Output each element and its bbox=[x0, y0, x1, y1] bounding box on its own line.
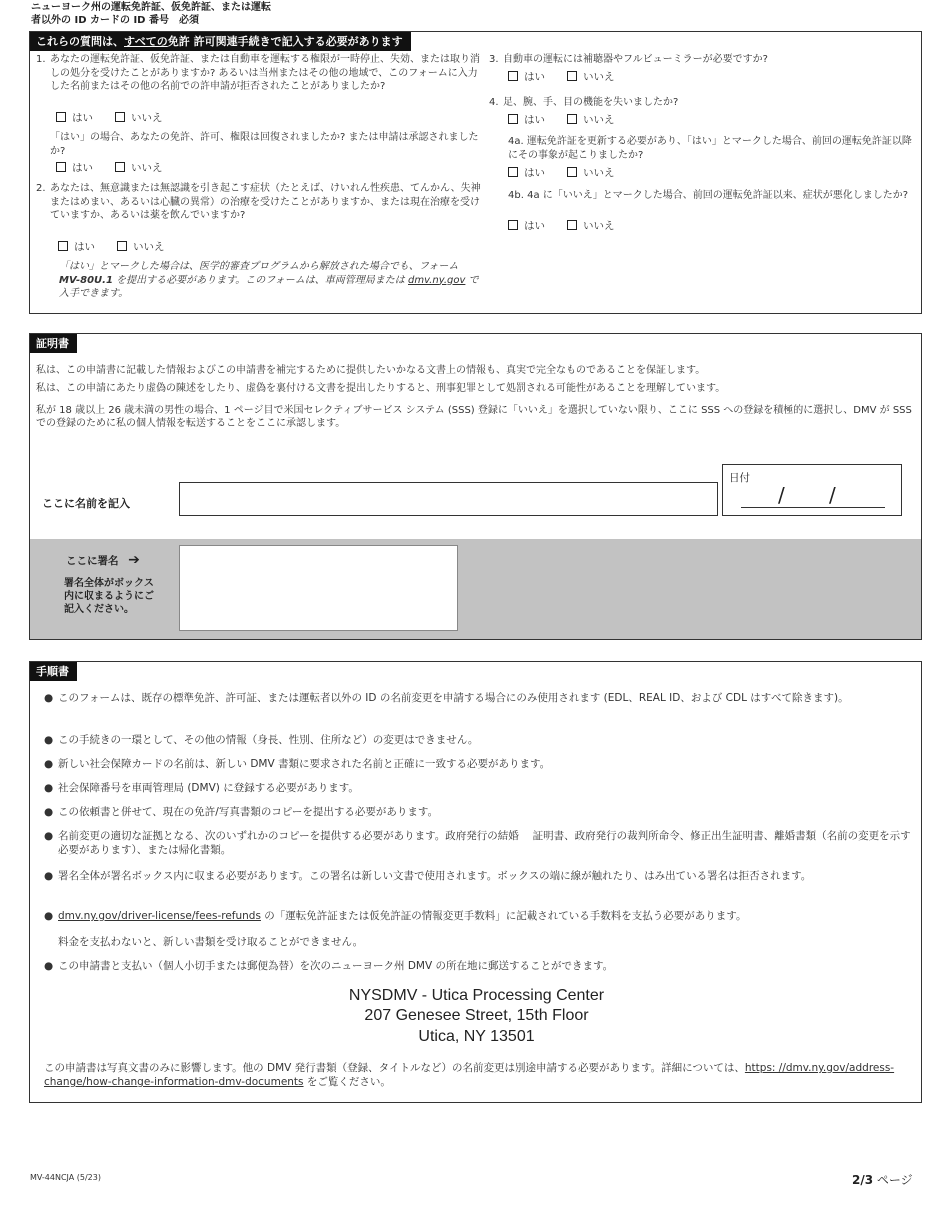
form-id: MV-44NCJA (5/23) bbox=[30, 1173, 101, 1182]
q4a-yes-checkbox[interactable] bbox=[508, 167, 518, 177]
q1b-yes-option[interactable]: はい bbox=[56, 162, 93, 174]
instruction-item: ● 署名全体が署名ボックス内に収まる必要があります。この署名は新しい文書で使用されます。ボックスの端に線が触れたり、はみ出ている署名は拒否されます。 bbox=[44, 869, 914, 883]
instruction-item: ● 名前変更の適切な証拠となる、次のいずれかのコピーを提供する必要があります。政府発行の結婚 証明書、政府発行の裁判所命令、修正出生証明書、離婚書類（名前の変更を示す必要があります）、または帰化書類。 bbox=[44, 829, 914, 857]
page-number: 2/3 ページ bbox=[852, 1173, 913, 1187]
question-text: 自動車の運転には補聴器やフルビューミラーが必要ですか? bbox=[503, 54, 768, 65]
form-header bbox=[31, 1, 271, 27]
signature-instruction: 署名全体がボックス内に収まるようにご記入ください。 bbox=[64, 578, 154, 615]
instruction-item: ● 新しい社会保障カードの名前は、新しい DMV 書類に要求された名前と正確に一致する必要があります。 bbox=[44, 757, 914, 771]
question-number: 2. bbox=[36, 183, 46, 194]
name-input-box[interactable] bbox=[179, 482, 718, 516]
q4-no-checkbox[interactable] bbox=[567, 114, 577, 124]
question-4b bbox=[508, 189, 913, 203]
question-4b-answers bbox=[508, 219, 615, 233]
q1b-no-checkbox[interactable] bbox=[115, 162, 125, 172]
question-number: 4a. bbox=[508, 136, 524, 147]
dmv-link[interactable]: dmv.ny.gov bbox=[407, 274, 466, 286]
question-text: 運転免許証を更新する必要があり、「はい」とマークした場合、前回の運転免許証以降にその事象が起こりましたか? bbox=[508, 136, 912, 161]
certification-title: 証明書 bbox=[30, 334, 77, 353]
question-4-answers bbox=[508, 113, 615, 127]
questions-section bbox=[29, 31, 922, 314]
question-text: あなたは、無意識または無認識を引き起こす症状（たとえば、けいれん性疾患、てんかん、失神またはめまい、あるいは心臓の異常）の治療を受けたことがありますか、または現在治療を受けていますか、あるいは薬を飲んでいますか? bbox=[50, 183, 481, 221]
q1-yes-option[interactable]: はい bbox=[56, 112, 93, 124]
certification-statement-2: 私は、この申請にあたり虚偽の陳述をしたり、虚偽を裏付ける文書を提出したりすると、刑事犯罪として処罰される可能性があることを理解しています。 bbox=[36, 383, 726, 394]
question-1 bbox=[36, 53, 482, 94]
q2-yes-checkbox[interactable] bbox=[58, 241, 68, 251]
instruction-text: 新しい社会保障カードの名前は、新しい DMV 書類に要求された名前と正確に一致する必要があります。 bbox=[58, 758, 551, 770]
instructions-footer-note: この申請書は写真文書のみに影響します。他の DMV 発行書類（登録、タイトルなど）の名前変更は別途申請する必要があります。詳細については、https: //dmv.ny.gov/address-change/how-change-information-dmv-documents をご覧ください。 bbox=[44, 1062, 895, 1088]
question-number: 4. bbox=[489, 97, 499, 108]
instruction-text: 社会保障番号を車両管理局 (DMV) に登録する必要があります。 bbox=[58, 782, 359, 794]
instructions-title: 手順書 bbox=[30, 662, 77, 681]
questions-section-title: これらの質問は、すべての免許 許可関連手続きで記入する必要があります bbox=[30, 32, 411, 51]
question-text: 足、腕、手、目の機能を失いましたか? bbox=[503, 97, 679, 108]
instruction-text: このフォームは、既存の標準免許、許可証、または運転者以外の ID の名前変更を申請する場合にのみ使用されます (EDL、REAL ID、および CDL はすべて除きます)。 bbox=[58, 692, 849, 704]
instruction-item: ● この依頼書と併せて、現在の免許/写真書類のコピーを提出する必要があります。 bbox=[44, 805, 914, 819]
date-label: 日付 bbox=[729, 472, 750, 484]
question-number: 3. bbox=[489, 54, 499, 65]
instruction-text: 署名全体が署名ボックス内に収まる必要があります。この署名は新しい文書で使用されます。ボックスの端に線が触れたり、はみ出ている署名は拒否されます。 bbox=[58, 870, 812, 882]
question-4a-answers bbox=[508, 166, 615, 180]
question-4 bbox=[489, 96, 909, 110]
date-underline bbox=[741, 507, 885, 508]
question-number: 4b. bbox=[508, 190, 524, 201]
header-line-1: ニューヨーク州の運転免許証、仮免許証、または運転 bbox=[31, 2, 271, 13]
q4-no-option[interactable]: いいえ bbox=[567, 114, 615, 126]
q1b-no-option[interactable]: いいえ bbox=[115, 162, 163, 174]
arrow-right-icon: ➔ bbox=[128, 552, 140, 568]
mailing-address-line-3: Utica, NY 13501 bbox=[418, 1028, 535, 1045]
q4b-yes-checkbox[interactable] bbox=[508, 220, 518, 230]
question-4a bbox=[508, 135, 913, 162]
question-1-answers bbox=[56, 111, 163, 125]
date-separator: / bbox=[829, 483, 836, 507]
q3-no-checkbox[interactable] bbox=[567, 71, 577, 81]
q2-yes-option[interactable]: はい bbox=[58, 241, 95, 253]
question-1-followup-answers bbox=[56, 161, 163, 175]
q4a-no-checkbox[interactable] bbox=[567, 167, 577, 177]
question-2 bbox=[36, 182, 482, 223]
mailing-address-line-1: NYSDMV - Utica Processing Center bbox=[348, 987, 605, 1004]
certification-statement-3: 私が 18 歳以上 26 歳未満の男性の場合、1 ページ目で米国セレクティブサービス システム (SSS) 登録に「いいえ」を選択していない限り、ここに SSS への登録を積極的に選択し、DMV が SSS での登録のために私の個人情報を転送することをここに承認します。 bbox=[36, 405, 912, 429]
signature-band bbox=[30, 539, 922, 640]
question-3-answers bbox=[508, 70, 615, 84]
q4a-no-option[interactable]: いいえ bbox=[567, 167, 615, 179]
q4b-yes-option[interactable]: はい bbox=[508, 220, 545, 232]
instruction-text: この手続きの一環として、その他の情報（身長、性別、住所など）の変更はできません。 bbox=[58, 734, 479, 746]
mailing-address-line-2: 207 Genesee Street, 15th Floor bbox=[364, 1007, 589, 1024]
q4a-yes-option[interactable]: はい bbox=[508, 167, 545, 179]
q4-yes-option[interactable]: はい bbox=[508, 114, 545, 126]
question-2-note: 「はい」とマークした場合は、医学的審査プログラムから解放された場合でも、フォーム MV-80U.1 を提出する必要があります。このフォームは、車両管理局または dmv.ny.gov で入手できます。 bbox=[59, 261, 479, 299]
q3-no-option[interactable]: いいえ bbox=[567, 71, 615, 83]
q3-yes-option[interactable]: はい bbox=[508, 71, 545, 83]
fees-link[interactable]: dmv.ny.gov/driver-license/fees-refunds bbox=[58, 910, 261, 922]
instruction-text: 名前変更の適切な証拠となる、次のいずれかのコピーを提供する必要があります。政府発行の結婚 証明書、政府発行の裁判所命令、修正出生証明書、離婚書類（名前の変更を示す必要があります）、または帰化書類。 bbox=[58, 830, 911, 856]
q1-no-checkbox[interactable] bbox=[115, 112, 125, 122]
header-line-2: 者以外の ID カードの ID 番号 必須 bbox=[31, 15, 199, 26]
instruction-text: この依頼書と併せて、現在の免許/写真書類のコピーを提出する必要があります。 bbox=[58, 806, 439, 818]
question-3 bbox=[489, 53, 909, 67]
instruction-mail: ● この申請書と支払い（個人小切手または郵便為替）を次のニューヨーク州 DMV の所在地に郵送することができます。 bbox=[44, 960, 614, 972]
q3-yes-checkbox[interactable] bbox=[508, 71, 518, 81]
q2-no-option[interactable]: いいえ bbox=[117, 241, 165, 253]
instruction-item: ● 社会保障番号を車両管理局 (DMV) に登録する必要があります。 bbox=[44, 781, 914, 795]
signature-box[interactable] bbox=[179, 545, 458, 631]
q4b-no-option[interactable]: いいえ bbox=[567, 220, 615, 232]
q1-yes-checkbox[interactable] bbox=[56, 112, 66, 122]
instruction-fee-note: 料金を支払わないと、新しい書類を受け取ることができません。 bbox=[58, 936, 364, 948]
instruction-item: ● このフォームは、既存の標準免許、許可証、または運転者以外の ID の名前変更を申請する場合にのみ使用されます (EDL、REAL ID、および CDL はすべて除きます)。 bbox=[44, 691, 914, 705]
address-change-link[interactable]: https: //dmv.ny.gov/address-change/how-change-information-dmv-documents bbox=[44, 1062, 895, 1088]
q1b-yes-checkbox[interactable] bbox=[56, 162, 66, 172]
instruction-item: ● この手続きの一環として、その他の情報（身長、性別、住所など）の変更はできません。 bbox=[44, 733, 914, 747]
certification-section bbox=[29, 333, 922, 640]
q4b-no-checkbox[interactable] bbox=[567, 220, 577, 230]
question-text: 4a に「いいえ」とマークした場合、前回の運転免許証以来、症状が悪化しましたか? bbox=[527, 190, 909, 201]
q2-no-checkbox[interactable] bbox=[117, 241, 127, 251]
q1-no-option[interactable]: いいえ bbox=[115, 112, 163, 124]
question-1-followup: 「はい」の場合、あなたの免許、許可、権限は回復されましたか? または申請は承認されましたか? bbox=[50, 132, 479, 157]
certification-statement-1: 私は、この申請書に記載した情報およびこの申請書を補完するために提供したいかなる文書上の情報も、真実で完全なものであることを保証します。 bbox=[36, 365, 706, 376]
question-number: 1. bbox=[36, 54, 46, 65]
date-input-box[interactable] bbox=[722, 464, 902, 516]
question-text: あなたの運転免許証、仮免許証、または自動車を運転する権限が一時停止、失効、または取り消しの処分を受けたことがありますか? あるいは当州またはその他の地域で、このフォームに入力した名前またはその他の名前での許申請が拒否されたことがありましたか? bbox=[50, 54, 480, 92]
q4-yes-checkbox[interactable] bbox=[508, 114, 518, 124]
signature-label: ここに署名 ➔ bbox=[66, 552, 140, 568]
name-label: ここに名前を記入 bbox=[42, 497, 130, 510]
question-2-answers bbox=[58, 240, 165, 254]
date-separator: / bbox=[778, 483, 785, 507]
instruction-fee: ● dmv.ny.gov/driver-license/fees-refunds の「運転免許証または仮免許証の情報変更手数料」に記載されている手数料を支払う必要があります。 bbox=[44, 910, 747, 922]
instructions-section bbox=[29, 661, 922, 1103]
